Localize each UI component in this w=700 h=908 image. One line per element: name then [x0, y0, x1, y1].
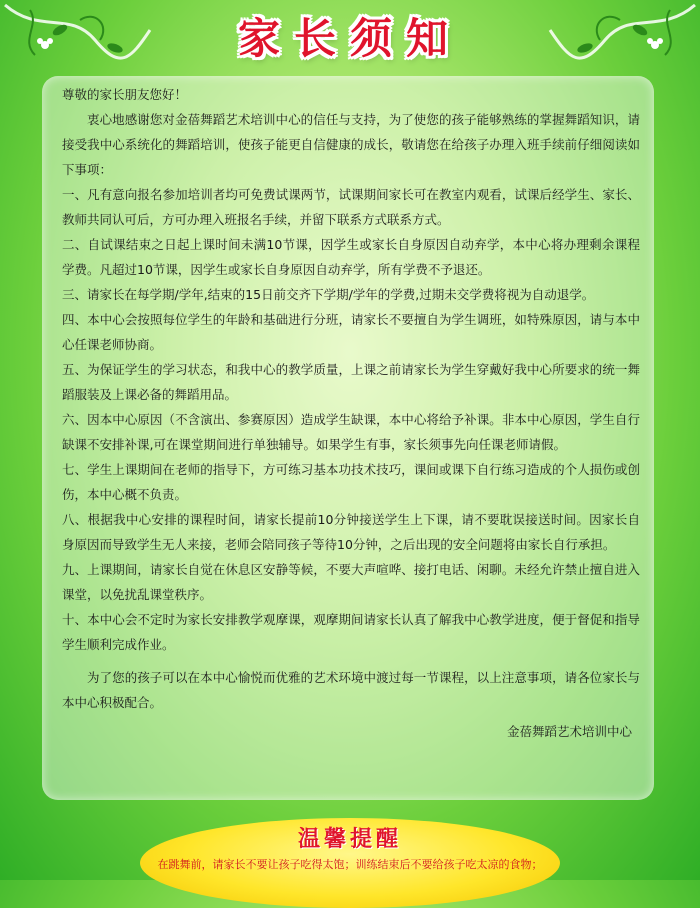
rule-item-10: 十、本中心会不定时为家长安排教学观摩课，观摩期间请家长认真了解我中心教学进度，便于督促和指导学生顺利完成作业。 — [62, 612, 640, 652]
rule-item-9: 九、上课期间，请家长自觉在休息区安静等候，不要大声喧哗、接打电话、闲聊。未经允许禁止擅自进入课堂，以免扰乱课堂秩序。 — [62, 562, 640, 602]
intro-paragraph: 衷心地感谢您对金蓓舞蹈艺术培训中心的信任与支持，为了使您的孩子能够熟练的掌握舞蹈知识，请接受我中心系统化的舞蹈培训，使孩子能更自信健康的成长，敬请您在给孩子办理入班手续前仔细阅读如下事项： — [62, 112, 640, 177]
reminder-title: 温馨提醒 — [297, 826, 402, 852]
page-title: 家长须知 — [237, 14, 462, 63]
notice-body — [62, 82, 640, 744]
rule-item-6: 六、因本中心原因（不含演出、参赛原因）造成学生缺课，本中心将给予补课。非本中心原因，学生自行缺课不安排补课,可在课堂期间进行单独辅导。如果学生有事，家长须事先向任课老师请假。 — [62, 412, 640, 452]
closing-paragraph: 为了您的孩子可以在本中心愉悦而优雅的艺术环境中渡过每一节课程，以上注意事项，请各位家长与本中心积极配合。 — [62, 670, 640, 710]
rule-item-8: 八、根据我中心安排的课程时间，请家长提前10分钟接送学生上下课，请不要耽误接送时间。因家长自身原因而导致学生无人来接，老师会陪同孩子等待10分钟，之后出现的安全问题将由家长自行承担。 — [62, 512, 640, 552]
rule-item-1: 一、凡有意向报名参加培训者均可免费试课两节，试课期间家长可在教室内观看，试课后经学生、家长、教师共同认可后，方可办理入班报名手续，并留下联系方式联系方式。 — [62, 187, 640, 227]
rule-item-5: 五、为保证学生的学习状态，和我中心的教学质量，上课之前请家长为学生穿戴好我中心所要求的统一舞蹈服装及上课必备的舞蹈用品。 — [62, 362, 640, 402]
rule-item-2: 二、自试课结束之日起上课时间未满10节课，因学生或家长自身原因自动弃学，本中心将办理剩余课程学费。凡超过10节课，因学生或家长自身原因自动弃学，所有学费不予退还。 — [62, 237, 640, 277]
warm-reminder — [0, 800, 700, 880]
rule-item-7: 七、学生上课期间在老师的指导下，方可练习基本功技术技巧，课间或课下自行练习造成的个人损伤或创伤，本中心概不负责。 — [62, 462, 640, 502]
reminder-text: 在跳舞前，请家长不要让孩子吃得太饱；训练结束后不要给孩子吃太凉的食物； — [157, 858, 543, 871]
greeting: 尊敬的家长朋友您好！ — [62, 87, 188, 102]
signature: 金蓓舞蹈艺术培训中心 — [506, 724, 632, 739]
rule-item-3: 三、请家长在每学期/学年,结束的15日前交齐下学期/学年的学费,过期未交学费将视为自动退学。 — [62, 287, 595, 302]
rule-item-4: 四、本中心会按照每位学生的年龄和基础进行分班，请家长不要擅自为学生调班，如特殊原因，请与本中心任课老师协商。 — [62, 312, 640, 352]
